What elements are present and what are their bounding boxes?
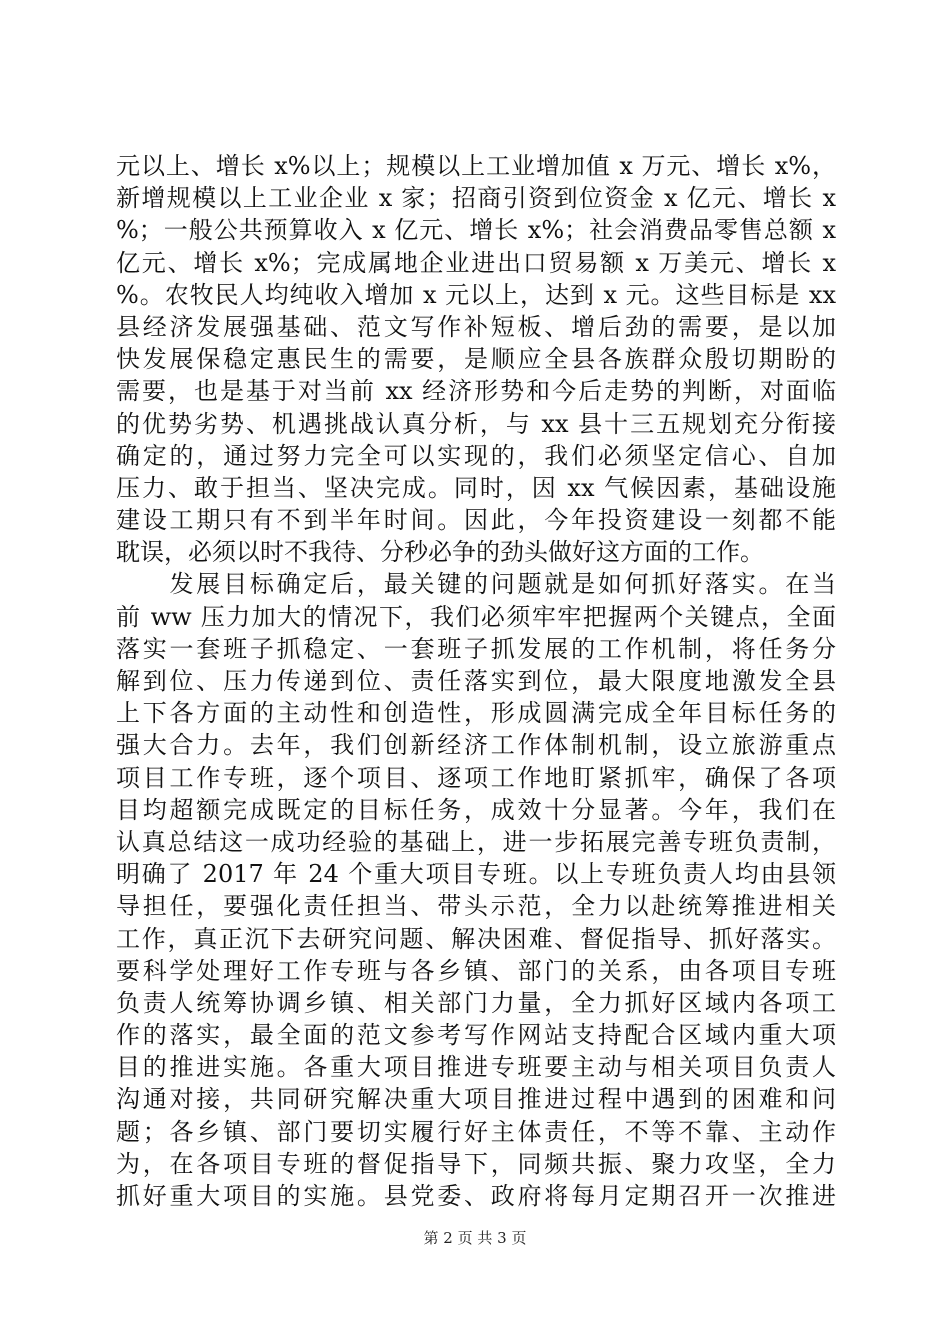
text-line: 认真总结这一成功经验的基础上，进一步拓展完善专班负责制， xyxy=(116,827,836,856)
text-line: 项目工作专班，逐个项目、逐项工作地盯紧抓牢，确保了各项 xyxy=(116,763,836,792)
text-line: 元以上、增长 x%以上；规模以上工业增加值 x 万元、增长 x%， xyxy=(116,152,836,180)
text-line: %；一般公共预算收入 x 亿元、增长 x%；社会消费品零售总额 x xyxy=(116,216,836,245)
text-line: 落实一套班子抓稳定、一套班子抓发展的工作机制，将任务分 xyxy=(116,634,836,663)
text-line: 亿元、增长 x%；完成属地企业进出口贸易额 x 万美元、增长 x xyxy=(116,248,836,277)
text-line: 目的推进实施。各重大项目推进专班要主动与相关项目负责人 xyxy=(116,1053,836,1082)
page-number-label: 第 2 页 共 3 页 xyxy=(423,1229,527,1247)
text-line: 新增规模以上工业企业 x 家；招商引资到位资金 x 亿元、增长 x xyxy=(116,184,836,213)
text-line: 工作，真正沉下去研究问题、解决困难、督促指导、抓好落实。 xyxy=(116,924,836,953)
paragraph-start-line: 发展目标确定后，最关键的问题就是如何抓好落实。在当 xyxy=(116,570,836,599)
text-line: 建设工期只有不到半年时间。因此，今年投资建设一刻都不能 xyxy=(116,506,836,535)
text-line: 负责人统筹协调乡镇、相关部门力量，全力抓好区域内各项工 xyxy=(116,988,836,1017)
text-line: 解到位、压力传递到位、责任落实到位，最大限度地激发全县 xyxy=(116,667,836,695)
paragraph-end-line: 耽误，必须以时不我待、分秒必争的劲头做好这方面的工作。 xyxy=(116,538,764,567)
text-line: 县经济发展强基础、范文写作补短板、增后劲的需要，是以加 xyxy=(116,312,836,341)
text-line: 快发展保稳定惠民生的需要，是顺应全县各族群众殷切期盼的 xyxy=(116,345,836,374)
text-line: 抓好重大项目的实施。县党委、政府将每月定期召开一次推进 xyxy=(116,1182,836,1210)
text-line: 要科学处理好工作专班与各乡镇、部门的关系，由各项目专班 xyxy=(116,956,836,985)
text-line: 的优势劣势、机遇挑战认真分析，与 xx 县十三五规划充分衔接 xyxy=(116,409,836,438)
text-line: 作的落实，最全面的范文参考写作网站支持配合区域内重大项 xyxy=(116,1021,836,1050)
text-line: 目均超额完成既定的目标任务，成效十分显著。今年，我们在 xyxy=(116,795,836,824)
text-line: 沟通对接，共同研究解决重大项目推进过程中遇到的困难和问 xyxy=(116,1085,836,1114)
text-line: 确定的，通过努力完全可以实现的，我们必须坚定信心、自加 xyxy=(116,441,836,470)
body-text xyxy=(116,150,836,1212)
text-line: 需要，也是基于对当前 xx 经济形势和今后走势的判断，对面临 xyxy=(116,377,836,406)
text-line: 上下各方面的主动性和创造性，形成圆满完成全年目标任务的 xyxy=(116,699,836,728)
text-line: 导担任，要强化责任担当、带头示范，全力以赴统筹推进相关 xyxy=(116,892,836,921)
text-line: 强大合力。去年，我们创新经济工作体制机制，设立旅游重点 xyxy=(116,731,836,760)
page-footer xyxy=(0,1228,950,1248)
text-line: 前 ww 压力加大的情况下，我们必须牢牢把握两个关键点，全面 xyxy=(116,602,836,631)
text-line: 压力、敢于担当、坚决完成。同时，因 xx 气候因素，基础设施 xyxy=(116,473,836,502)
text-line: %。农牧民人均纯收入增加 x 元以上，达到 x 元。这些目标是 xx xyxy=(116,280,836,309)
text-line: 为，在各项目专班的督促指导下，同频共振、聚力攻坚，全力 xyxy=(116,1149,836,1178)
text-line: 明确了 2017 年 24 个重大项目专班。以上专班负责人均由县领 xyxy=(116,860,836,889)
text-line: 题；各乡镇、部门要切实履行好主体责任，不等不靠、主动作 xyxy=(116,1117,836,1146)
